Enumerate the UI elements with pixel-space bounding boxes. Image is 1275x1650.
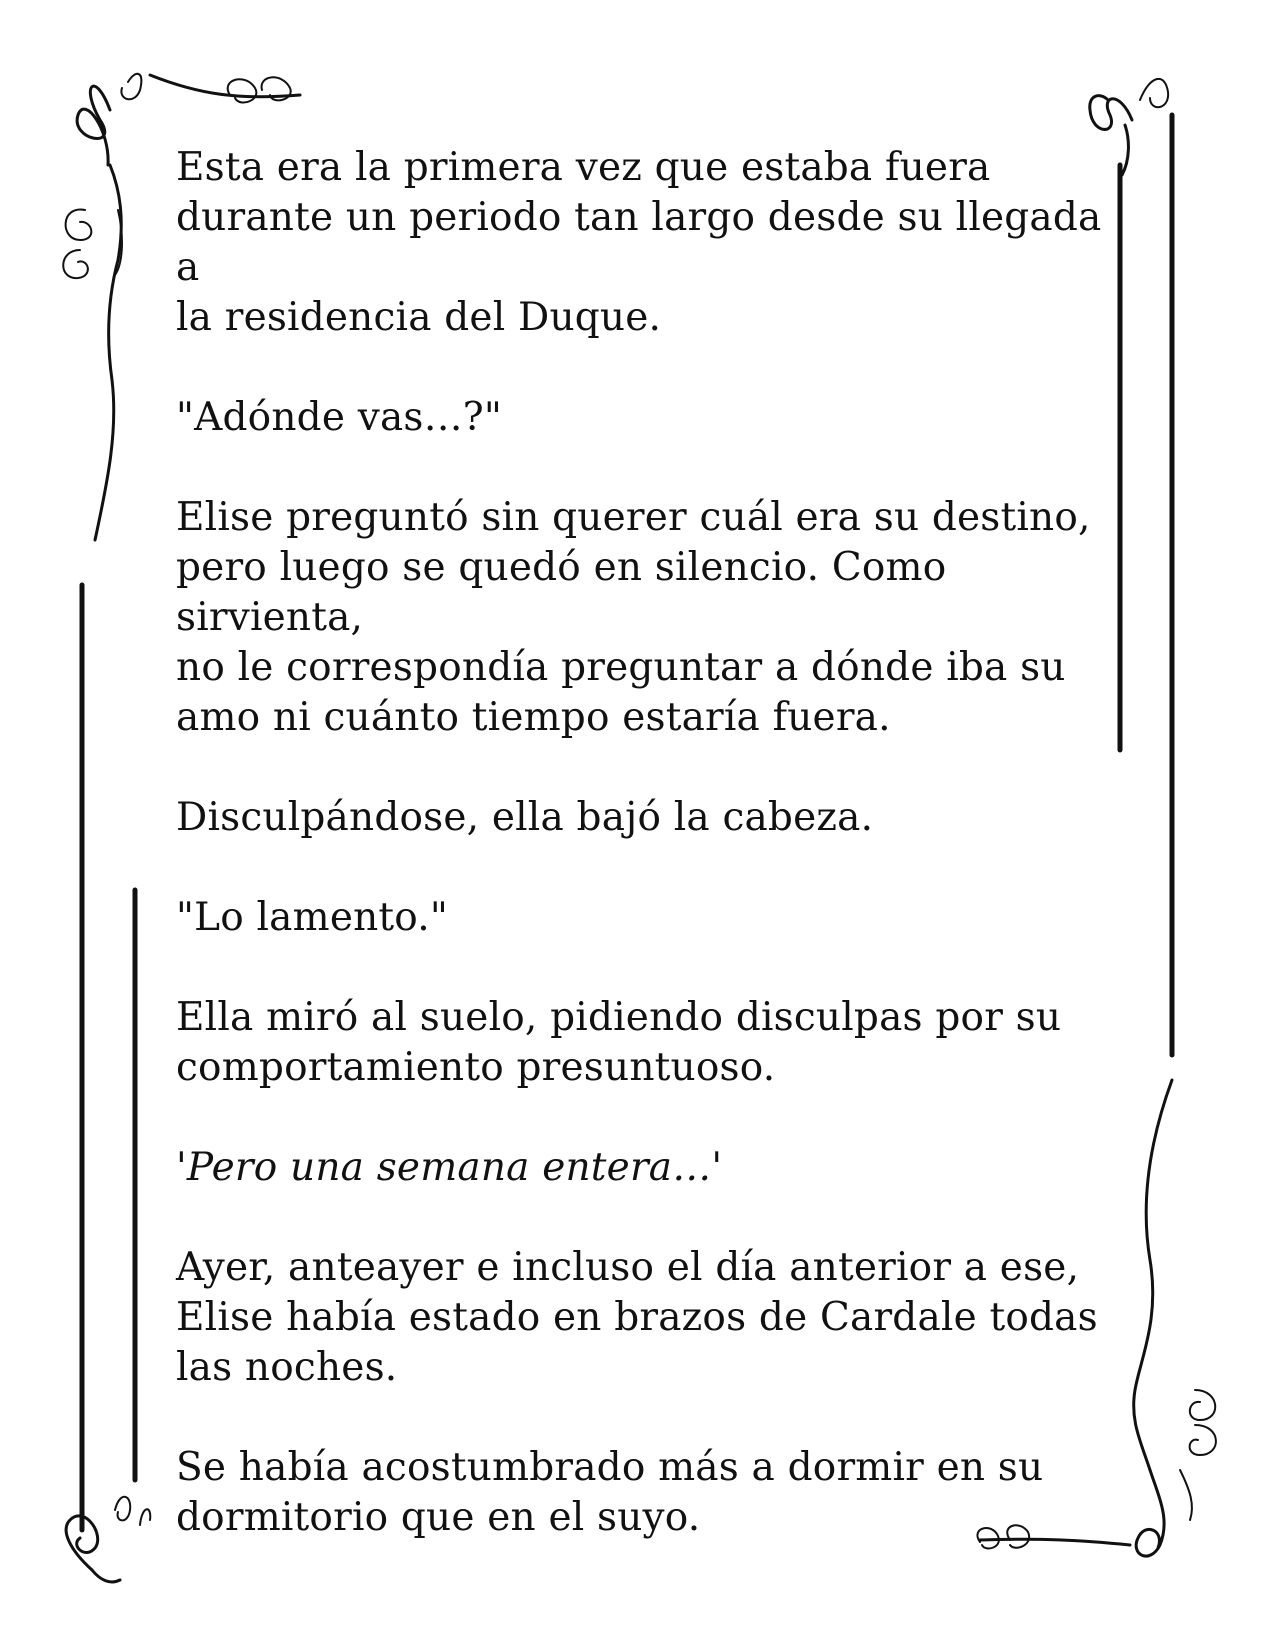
paragraph: "Lo lamento." xyxy=(176,895,449,940)
flourish-bottom-left xyxy=(66,1497,150,1582)
paragraph-italic-thought: 'Pero una semana entera…' xyxy=(176,1145,723,1190)
paragraph: Elise preguntó sin querer cuál era su destino, pero luego se quedó en silencio. Como sirvienta, no le correspondía preguntar a dónde iba su amo ni cuánto tiempo estaría fuera. xyxy=(176,495,1091,740)
paragraph: Ayer, anteayer e incluso el día anterior a ese, Elise había estado en brazos de Cardale todas las noches. xyxy=(176,1245,1098,1390)
paragraph: Ella miró al suelo, pidiendo disculpas por su comportamiento presuntuoso. xyxy=(176,995,1062,1090)
paragraph: Disculpándose, ella bajó la cabeza. xyxy=(176,795,874,840)
paragraph: "Adónde vas…?" xyxy=(176,395,503,440)
document-body xyxy=(176,143,1136,1543)
paragraph: Se había acostumbrado más a dormir en su dormitorio que en el suyo. xyxy=(176,1445,1044,1540)
paragraph: Esta era la primera vez que estaba fuera durante un periodo tan largo desde su llegada a la residencia del Duque. xyxy=(176,145,1102,340)
